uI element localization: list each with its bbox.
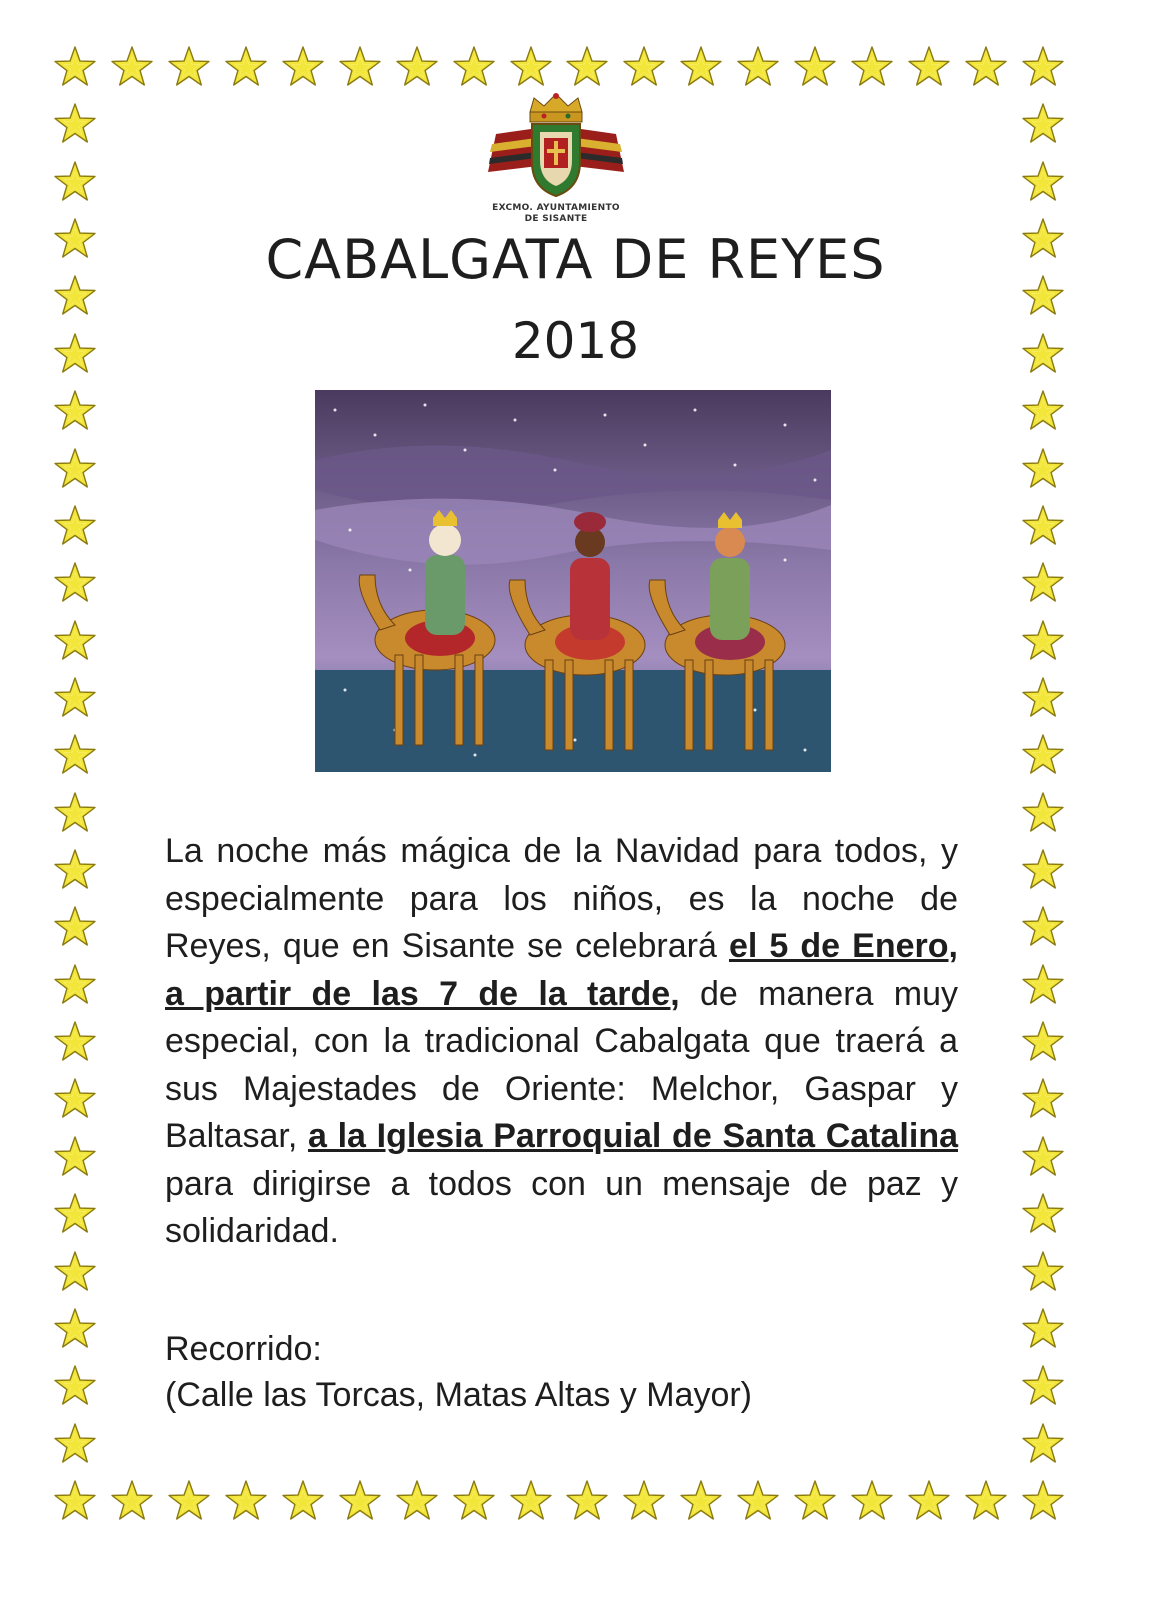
star-icon bbox=[1021, 1480, 1065, 1524]
star-icon bbox=[1021, 1136, 1065, 1180]
star-icon bbox=[53, 1136, 97, 1180]
star-icon bbox=[509, 1480, 553, 1524]
star-icon bbox=[907, 46, 951, 90]
description-end: para dirigirse a todos con un mensaje de paz y solidaridad. bbox=[165, 1164, 958, 1250]
star-icon bbox=[1021, 906, 1065, 950]
star-icon bbox=[395, 46, 439, 90]
event-year: 2018 bbox=[511, 312, 640, 370]
star-icon bbox=[53, 103, 97, 147]
star-icon bbox=[281, 1480, 325, 1524]
star-icon bbox=[224, 46, 268, 90]
star-icon bbox=[167, 1480, 211, 1524]
star-icon bbox=[793, 1480, 837, 1524]
star-icon bbox=[281, 46, 325, 90]
star-icon bbox=[1021, 1078, 1065, 1122]
star-icon bbox=[53, 1308, 97, 1352]
star-icon bbox=[1021, 1251, 1065, 1295]
star-icon bbox=[1021, 46, 1065, 90]
star-icon bbox=[53, 505, 97, 549]
star-icon bbox=[679, 46, 723, 90]
star-icon bbox=[53, 964, 97, 1008]
star-icon bbox=[964, 1480, 1008, 1524]
route-streets: (Calle las Torcas, Matas Altas y Mayor) bbox=[165, 1376, 752, 1414]
star-icon bbox=[1021, 505, 1065, 549]
star-icon bbox=[338, 46, 382, 90]
star-icon bbox=[110, 1480, 154, 1524]
star-icon bbox=[452, 46, 496, 90]
star-icon bbox=[850, 46, 894, 90]
star-icon bbox=[1021, 275, 1065, 319]
star-icon bbox=[53, 906, 97, 950]
star-icon bbox=[1021, 161, 1065, 205]
star-icon bbox=[1021, 1308, 1065, 1352]
star-icon bbox=[565, 46, 609, 90]
coat-of-arms-icon bbox=[486, 92, 626, 202]
star-icon bbox=[1021, 390, 1065, 434]
star-icon bbox=[850, 1480, 894, 1524]
star-icon bbox=[1021, 562, 1065, 606]
star-icon bbox=[53, 390, 97, 434]
organization-name: EXCMO. AYUNTAMIENTO bbox=[492, 203, 620, 213]
star-icon bbox=[452, 1480, 496, 1524]
star-icon bbox=[1021, 1021, 1065, 1065]
event-destination: a la Iglesia Parroquial de Santa Catalina bbox=[308, 1117, 958, 1155]
star-icon bbox=[53, 1365, 97, 1409]
star-icon bbox=[224, 1480, 268, 1524]
star-icon bbox=[53, 333, 97, 377]
route-label: Recorrido: bbox=[165, 1330, 322, 1368]
star-icon bbox=[509, 46, 553, 90]
star-icon bbox=[53, 161, 97, 205]
star-icon bbox=[622, 46, 666, 90]
star-icon bbox=[53, 792, 97, 836]
star-icon bbox=[167, 46, 211, 90]
star-icon bbox=[53, 677, 97, 721]
star-icon bbox=[53, 1480, 97, 1524]
description-intro: La noche más mágica de la Navidad para todos, y especialmente para los niños, es la noche de Reyes, que en Sisante se celebrará bbox=[165, 832, 958, 965]
star-icon bbox=[53, 218, 97, 262]
star-icon bbox=[1021, 1365, 1065, 1409]
star-icon bbox=[1021, 677, 1065, 721]
page-title: CABALGATA DE REYES bbox=[265, 228, 886, 291]
event-date-time: el 5 de Enero, a partir de las 7 de la tarde, bbox=[165, 927, 958, 1013]
star-icon bbox=[1021, 734, 1065, 778]
star-icon bbox=[53, 275, 97, 319]
star-icon bbox=[1021, 448, 1065, 492]
organization-town: DE SISANTE bbox=[524, 214, 588, 224]
star-icon bbox=[53, 734, 97, 778]
star-icon bbox=[338, 1480, 382, 1524]
description-middle: de manera muy especial, con la tradicional Cabalgata que traerá a sus Majestades de Oriente: Melchor, Gaspar y Baltasar, bbox=[165, 974, 958, 1155]
star-icon bbox=[1021, 849, 1065, 893]
star-icon bbox=[622, 1480, 666, 1524]
three-kings-camels-illustration bbox=[315, 390, 831, 772]
star-icon bbox=[679, 1480, 723, 1524]
star-icon bbox=[110, 46, 154, 90]
star-icon bbox=[53, 562, 97, 606]
star-icon bbox=[53, 620, 97, 664]
star-icon bbox=[53, 448, 97, 492]
star-icon bbox=[1021, 1423, 1065, 1467]
star-icon bbox=[53, 46, 97, 90]
star-icon bbox=[1021, 1193, 1065, 1237]
star-icon bbox=[1021, 792, 1065, 836]
star-icon bbox=[1021, 620, 1065, 664]
star-icon bbox=[1021, 103, 1065, 147]
star-icon bbox=[53, 1251, 97, 1295]
star-icon bbox=[1021, 964, 1065, 1008]
star-icon bbox=[53, 1021, 97, 1065]
star-icon bbox=[907, 1480, 951, 1524]
star-icon bbox=[53, 1078, 97, 1122]
star-icon bbox=[53, 1193, 97, 1237]
star-icon bbox=[736, 46, 780, 90]
star-icon bbox=[736, 1480, 780, 1524]
star-icon bbox=[1021, 333, 1065, 377]
star-icon bbox=[964, 46, 1008, 90]
star-icon bbox=[793, 46, 837, 90]
star-icon bbox=[53, 849, 97, 893]
star-icon bbox=[395, 1480, 439, 1524]
event-description bbox=[165, 828, 958, 1256]
star-icon bbox=[53, 1423, 97, 1467]
star-icon bbox=[1021, 218, 1065, 262]
star-icon bbox=[565, 1480, 609, 1524]
